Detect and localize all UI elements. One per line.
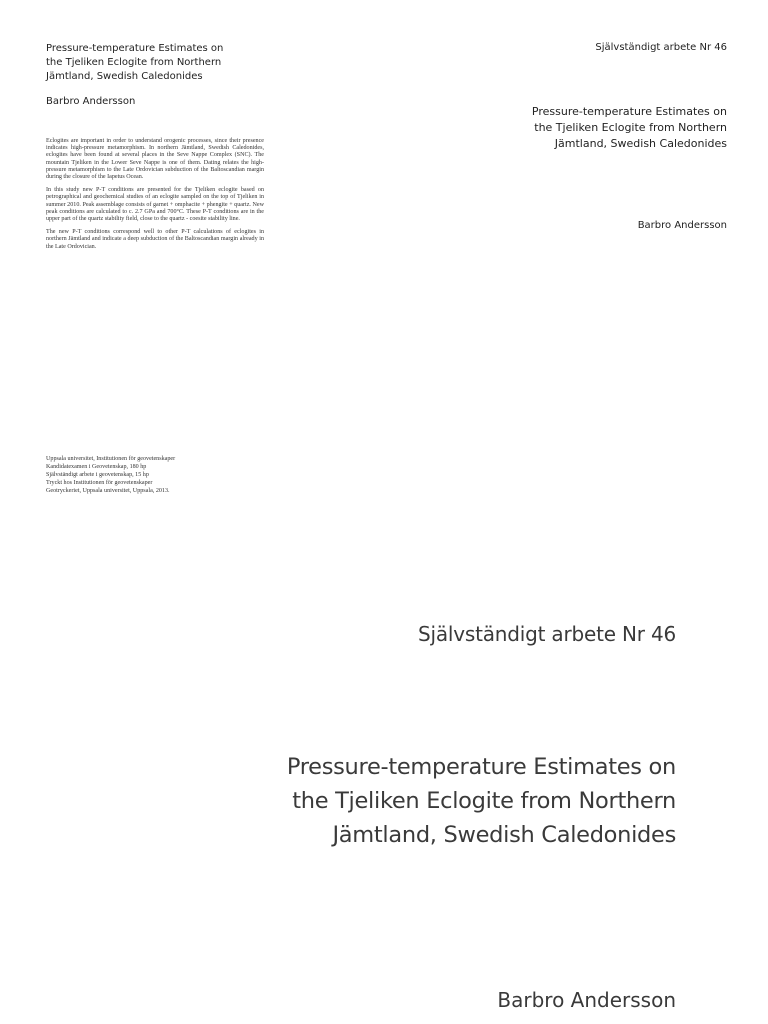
- cover-title-line: the Tjeliken Eclogite from Northern: [292, 788, 676, 814]
- cover-title-line: Jämtland, Swedish Caledonides: [332, 822, 676, 848]
- title-page-title-line: the Tjeliken Eclogite from Northern: [534, 121, 727, 134]
- title-page-title-line: Pressure-temperature Estimates on: [531, 105, 727, 118]
- imprint-line: Kandidatexamen i Geovetenskap, 180 hp: [46, 463, 147, 470]
- imprint-line: Uppsala universitet, Institutionen för geovetenskaper: [46, 456, 176, 462]
- abstract-paragraph: The new P-T conditions correspond well to other P-T calculations of eclogites in northern Jämtland and indicate a deep subduction of the Baltoscandian margin already in the Late Ordovician.: [46, 229, 264, 250]
- inner-title-line: the Tjeliken Eclogite from Northern: [46, 57, 222, 68]
- inner-page-author: Barbro Andersson: [46, 96, 136, 107]
- cover-author: Barbro Andersson: [497, 988, 676, 1012]
- inner-title-line: Pressure-temperature Estimates on: [46, 43, 224, 54]
- cover-title-line: Pressure-temperature Estimates on: [286, 754, 676, 780]
- title-page-author: Barbro Andersson: [637, 220, 727, 231]
- title-page-title-line: Jämtland, Swedish Caledonides: [554, 137, 727, 150]
- abstract-paragraph: In this study new P-T conditions are presented for the Tjeliken eclogite based on petrographical and geochemical studies of an eclogite sampled on the top of Tjeliken in summer 2010. Peak assemblage consists of garnet + omphacite + phengite + quartz. New peak conditions are calculated to c. 2.7 GPa and 700°C. These P-T conditions are in the upper part of the quartz stability field, close to the quartz - coesite stability line.: [46, 187, 264, 223]
- imprint-line: Tryckt hos Institutionen för geovetenskaper: [46, 479, 153, 486]
- abstract-paragraph: Eclogites are important in order to understand orogenic processes, since their presence indicates high-pressure metamorphism. In northern Jämtland, Swedish Caledonides, eclogites have been found at several places in the Seve Nappe Complex (SNC). The mountain Tjeliken in the Lower Seve Nappe is one of them. Dating relates the high-pressure metamorphism to the Late Ordovician subduction of the Baltoscandian margin during the closure of the Iapetus Ocean.: [46, 138, 264, 181]
- inner-title-line: Jämtland, Swedish Caledonides: [46, 71, 203, 82]
- abstract: [46, 138, 264, 257]
- imprint-line: Självständigt arbete i geovetenskap, 15 hp: [46, 471, 149, 478]
- imprint-line: Geotryckeriet, Uppsala universitet, Uppsala, 2013.: [46, 487, 170, 494]
- inner-page-title: [46, 42, 286, 84]
- cover-title: [196, 750, 676, 852]
- imprint: [46, 456, 276, 496]
- title-page-series: Självständigt arbete Nr 46: [595, 42, 727, 53]
- title-page-title: [427, 104, 727, 152]
- cover-series: Självständigt arbete Nr 46: [417, 622, 676, 646]
